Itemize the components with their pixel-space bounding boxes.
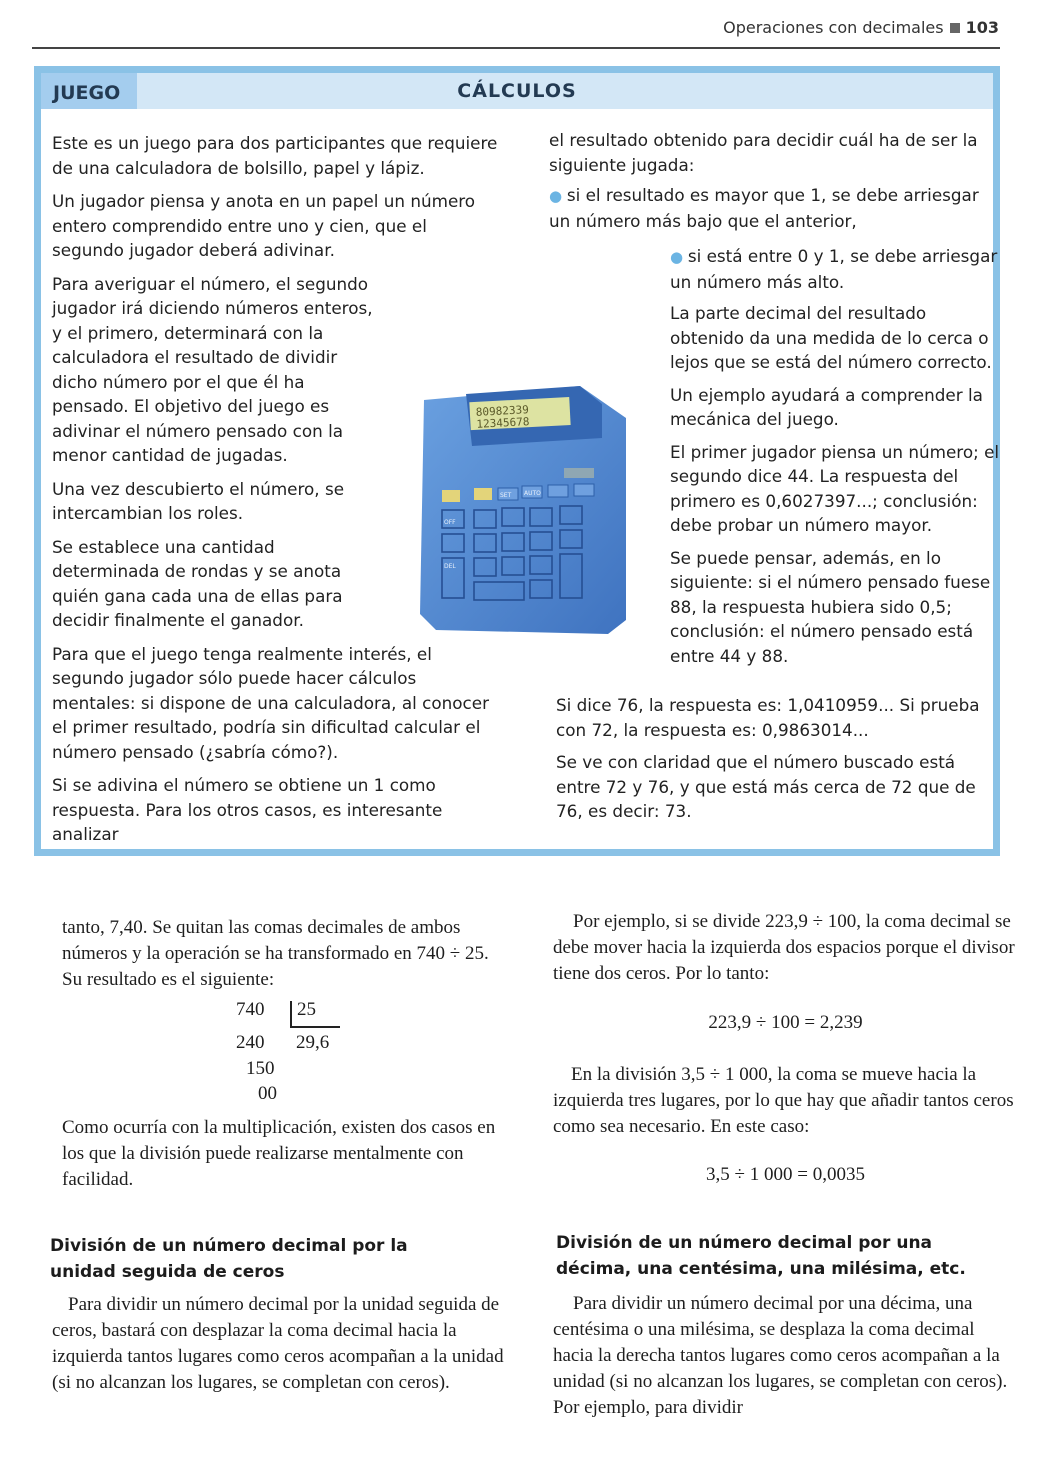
body-paragraph: Como ocurría con la multiplicación, existen dos casos en los que la división puede realizarse mentalmente con facilidad.: [62, 1117, 496, 1190]
section-heading-left: División de un número decimal por la unidad seguida de ceros: [50, 1236, 408, 1282]
header-rule: [32, 47, 1000, 49]
division-step: 150: [246, 1058, 275, 1079]
lower-left-column: [52, 915, 512, 993]
division-step: 00: [258, 1083, 277, 1104]
game-paragraph: Para averiguar el número, el segundo jugador irá diciendo números enteros, y el primero, determinará con la calculadora el resultado de dividir dicho número por el que él ha pensado. El objetivo del juego es adivinar el número pensado con la menor cantidad de jugadas.: [52, 273, 373, 465]
lower-left-paragraph: [52, 1292, 512, 1396]
division-dividend: 740: [236, 999, 265, 1020]
equation-1: 223,9 ÷ 100 = 2,239: [708, 1012, 863, 1033]
game-paragraph: Este es un juego para dos participantes que requiere de una calculadora de bolsillo, papel y lápiz.: [52, 133, 498, 178]
division-bracket-horizontal: [290, 1026, 340, 1028]
page-number: 103: [965, 18, 999, 37]
key-del: DEL: [444, 563, 456, 570]
game-paragraph: Un ejemplo ayudará a comprender la mecánica del juego.: [670, 384, 983, 429]
section-title: Operaciones con decimales: [723, 18, 944, 37]
square-icon: [950, 23, 960, 33]
division-step: 240: [236, 1032, 265, 1053]
body-paragraph: En la división 3,5 ÷ 1 000, la coma se mueve hacia la izquierda tres lugares, por lo que hay que añadir tantos ceros como sea necesario. En este caso:: [553, 1064, 1014, 1137]
key-off: OFF: [444, 519, 456, 526]
calculator-display-bottom: 12345678: [476, 415, 530, 431]
game-paragraph: Si dice 76, la respuesta es: 1,0410959... Si prueba con 72, la respuesta es: 0,9863014...: [556, 695, 980, 740]
game-paragraph: Se ve con claridad que el número buscado está entre 72 y 76, y que está más cerca de 72 que de 76, es decir: 73.: [556, 752, 976, 821]
body-paragraph: tanto, 7,40. Se quitan las comas decimales de ambos números y la operación se ha transformado en 740 ÷ 25. Su resultado es el siguiente:: [62, 917, 489, 990]
game-paragraph: Se establece una cantidad determinada de rondas y se anota quién gana cada una de ellas para decidir finalmente el ganador.: [52, 536, 343, 630]
bullet-icon: ●: [549, 187, 567, 205]
bullet-item: [670, 244, 1000, 294]
body-paragraph: Por ejemplo, si se divide 223,9 ÷ 100, la coma decimal se debe mover hacia la izquierda dos espacios porque el divisor tiene dos ceros. Por lo tanto:: [553, 911, 1015, 984]
bullet-icon: ●: [670, 248, 688, 266]
game-paragraph: La parte decimal del resultado obtenido da una medida de lo cerca o lejos que se está del número correcto.: [670, 303, 992, 372]
game-paragraph: el resultado obtenido para decidir cuál ha de ser la siguiente jugada:: [549, 130, 978, 175]
game-tab: JUEGO: [41, 73, 137, 109]
game-title: CÁLCULOS: [457, 80, 577, 102]
game-paragraph: Se puede pensar, además, en lo siguiente: si el número pensado fuese 88, la respuesta hubiera sido 0,5; conclusión: el número pensado está entre 44 y 88.: [670, 547, 991, 666]
bullet-text: si el resultado es mayor que 1, se debe arriesgar un número más bajo que el anterior,: [549, 185, 979, 231]
lower-right-paragraph: [553, 1291, 1018, 1421]
key-set: SET: [500, 492, 512, 499]
running-header: [723, 18, 999, 37]
game-paragraph: El primer jugador piensa un número; el segundo dice 44. La respuesta del primero es 0,6027397...; conclusión: debe probar un número mayor.: [670, 441, 1000, 535]
division-quotient: 29,6: [296, 1032, 330, 1053]
game-paragraph: Una vez descubierto el número, se intercambian los roles.: [52, 478, 345, 523]
game-right-column: [549, 128, 999, 233]
calculator-illustration: [412, 378, 634, 638]
bullet-text: si está entre 0 y 1, se debe arriesgar un número más alto.: [670, 246, 998, 292]
game-paragraph: Si se adivina el número se obtiene un 1 como respuesta. Para los otros casos, es interesante analizar: [52, 775, 443, 844]
division-bracket-vertical: [290, 1001, 292, 1026]
game-right-indented: [670, 244, 1000, 668]
section-heading-right: División de un número decimal por una décima, una centésima, una milésima, etc.: [556, 1233, 966, 1279]
game-paragraph: Para que el juego tenga realmente interés, el segundo jugador sólo puede hacer cálculos mentales: si dispone de una calculadora, al conocer el primer resultado, podría sin dificultad calcular el número pensado (¿sabría cómo?).: [52, 643, 489, 762]
game-paragraph: Un jugador piensa y anota en un papel un número entero comprendido entre uno y cien, que el segundo jugador deberá adivinar.: [52, 191, 476, 260]
division-divisor: 25: [297, 999, 316, 1020]
lower-right-p1: [553, 909, 1018, 987]
game-right-bottom: [556, 693, 1001, 824]
calculator-display-top: 80982339: [475, 403, 530, 419]
key-auto: AUTO: [524, 490, 541, 497]
equation-2: 3,5 ÷ 1 000 = 0,0035: [706, 1164, 865, 1185]
lower-right-p2: [553, 1062, 1018, 1140]
body-paragraph: Para dividir un número decimal por una décima, una centésima o una milésima, se desplaza la coma decimal hacia la derecha tantos lugares como ceros acompañan a la unidad (si no alcanzan los lugares, se completan con ceros). Por ejemplo, para dividir: [553, 1293, 1008, 1418]
lower-left-after: [52, 1115, 512, 1193]
bullet-item: [549, 183, 999, 233]
body-paragraph: Para dividir un número decimal por la unidad seguida de ceros, bastará con desplazar la coma decimal hacia la izquierda tantos lugares como ceros acompañan a la unidad (si no alcanzan los lugares, se completan con ceros).: [52, 1294, 504, 1393]
